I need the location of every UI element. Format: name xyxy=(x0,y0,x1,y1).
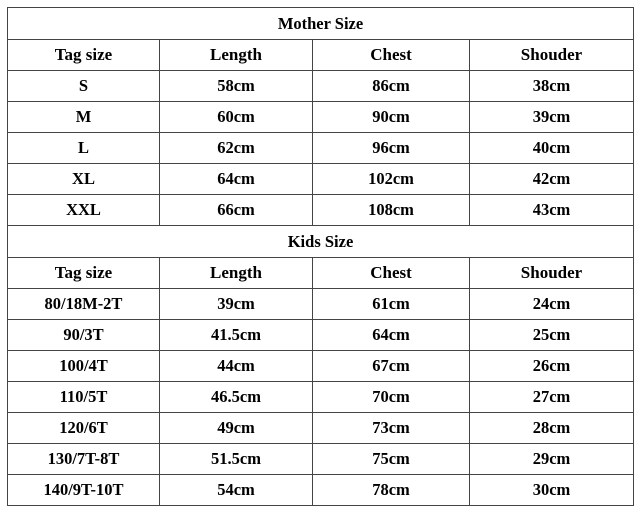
kids-cell-tag-size: 80/18M-2T xyxy=(8,289,160,320)
mother-cell-shoulder: 38cm xyxy=(470,71,634,102)
mother-cell-tag-size: L xyxy=(8,133,160,164)
kids-cell-chest: 67cm xyxy=(313,351,470,382)
kids-cell-tag-size: 110/5T xyxy=(8,382,160,413)
mother-table-row xyxy=(8,71,634,102)
kids-table-row xyxy=(8,475,634,506)
kids-table-row xyxy=(8,351,634,382)
kids-table-row xyxy=(8,413,634,444)
kids-cell-chest: 73cm xyxy=(313,413,470,444)
mother-cell-chest: 90cm xyxy=(313,102,470,133)
kids-cell-shoulder: 27cm xyxy=(470,382,634,413)
kids-cell-length: 46.5cm xyxy=(160,382,313,413)
mother-cell-chest: 108cm xyxy=(313,195,470,226)
mother-cell-length: 62cm xyxy=(160,133,313,164)
mother-header-tag-size: Tag size xyxy=(8,40,160,71)
kids-size-title-row xyxy=(8,226,634,258)
mother-header-row xyxy=(8,40,634,71)
kids-cell-shoulder: 28cm xyxy=(470,413,634,444)
kids-cell-shoulder: 29cm xyxy=(470,444,634,475)
mother-size-title-row xyxy=(8,8,634,40)
kids-cell-length: 51.5cm xyxy=(160,444,313,475)
kids-cell-chest: 70cm xyxy=(313,382,470,413)
mother-cell-tag-size: XXL xyxy=(8,195,160,226)
kids-cell-length: 44cm xyxy=(160,351,313,382)
mother-cell-tag-size: M xyxy=(8,102,160,133)
kids-cell-chest: 64cm xyxy=(313,320,470,351)
kids-header-row xyxy=(8,258,634,289)
mother-cell-length: 66cm xyxy=(160,195,313,226)
mother-table-row xyxy=(8,195,634,226)
kids-cell-length: 54cm xyxy=(160,475,313,506)
kids-cell-chest: 75cm xyxy=(313,444,470,475)
mother-cell-shoulder: 43cm xyxy=(470,195,634,226)
kids-size-title: Kids Size xyxy=(8,226,634,258)
kids-header-shoulder: Shouder xyxy=(470,258,634,289)
mother-cell-shoulder: 39cm xyxy=(470,102,634,133)
kids-cell-tag-size: 120/6T xyxy=(8,413,160,444)
kids-cell-tag-size: 100/4T xyxy=(8,351,160,382)
mother-cell-shoulder: 42cm xyxy=(470,164,634,195)
kids-header-chest: Chest xyxy=(313,258,470,289)
kids-cell-tag-size: 130/7T-8T xyxy=(8,444,160,475)
kids-header-tag-size: Tag size xyxy=(8,258,160,289)
mother-cell-length: 60cm xyxy=(160,102,313,133)
kids-header-length: Length xyxy=(160,258,313,289)
kids-cell-shoulder: 24cm xyxy=(470,289,634,320)
mother-header-chest: Chest xyxy=(313,40,470,71)
mother-table-row xyxy=(8,102,634,133)
mother-cell-length: 58cm xyxy=(160,71,313,102)
mother-cell-chest: 86cm xyxy=(313,71,470,102)
kids-cell-length: 41.5cm xyxy=(160,320,313,351)
mother-table-row xyxy=(8,133,634,164)
kids-cell-chest: 61cm xyxy=(313,289,470,320)
size-chart-table xyxy=(7,7,634,506)
kids-table-row xyxy=(8,289,634,320)
mother-cell-length: 64cm xyxy=(160,164,313,195)
mother-cell-chest: 102cm xyxy=(313,164,470,195)
kids-cell-shoulder: 30cm xyxy=(470,475,634,506)
kids-table-row xyxy=(8,320,634,351)
kids-table-row xyxy=(8,444,634,475)
mother-header-shoulder: Shouder xyxy=(470,40,634,71)
mother-cell-chest: 96cm xyxy=(313,133,470,164)
kids-cell-length: 39cm xyxy=(160,289,313,320)
kids-cell-tag-size: 140/9T-10T xyxy=(8,475,160,506)
size-chart-body xyxy=(8,8,634,506)
kids-cell-shoulder: 25cm xyxy=(470,320,634,351)
kids-table-row xyxy=(8,382,634,413)
kids-cell-tag-size: 90/3T xyxy=(8,320,160,351)
mother-cell-shoulder: 40cm xyxy=(470,133,634,164)
kids-cell-chest: 78cm xyxy=(313,475,470,506)
mother-size-title: Mother Size xyxy=(8,8,634,40)
kids-cell-shoulder: 26cm xyxy=(470,351,634,382)
mother-cell-tag-size: S xyxy=(8,71,160,102)
kids-cell-length: 49cm xyxy=(160,413,313,444)
mother-header-length: Length xyxy=(160,40,313,71)
mother-cell-tag-size: XL xyxy=(8,164,160,195)
mother-table-row xyxy=(8,164,634,195)
